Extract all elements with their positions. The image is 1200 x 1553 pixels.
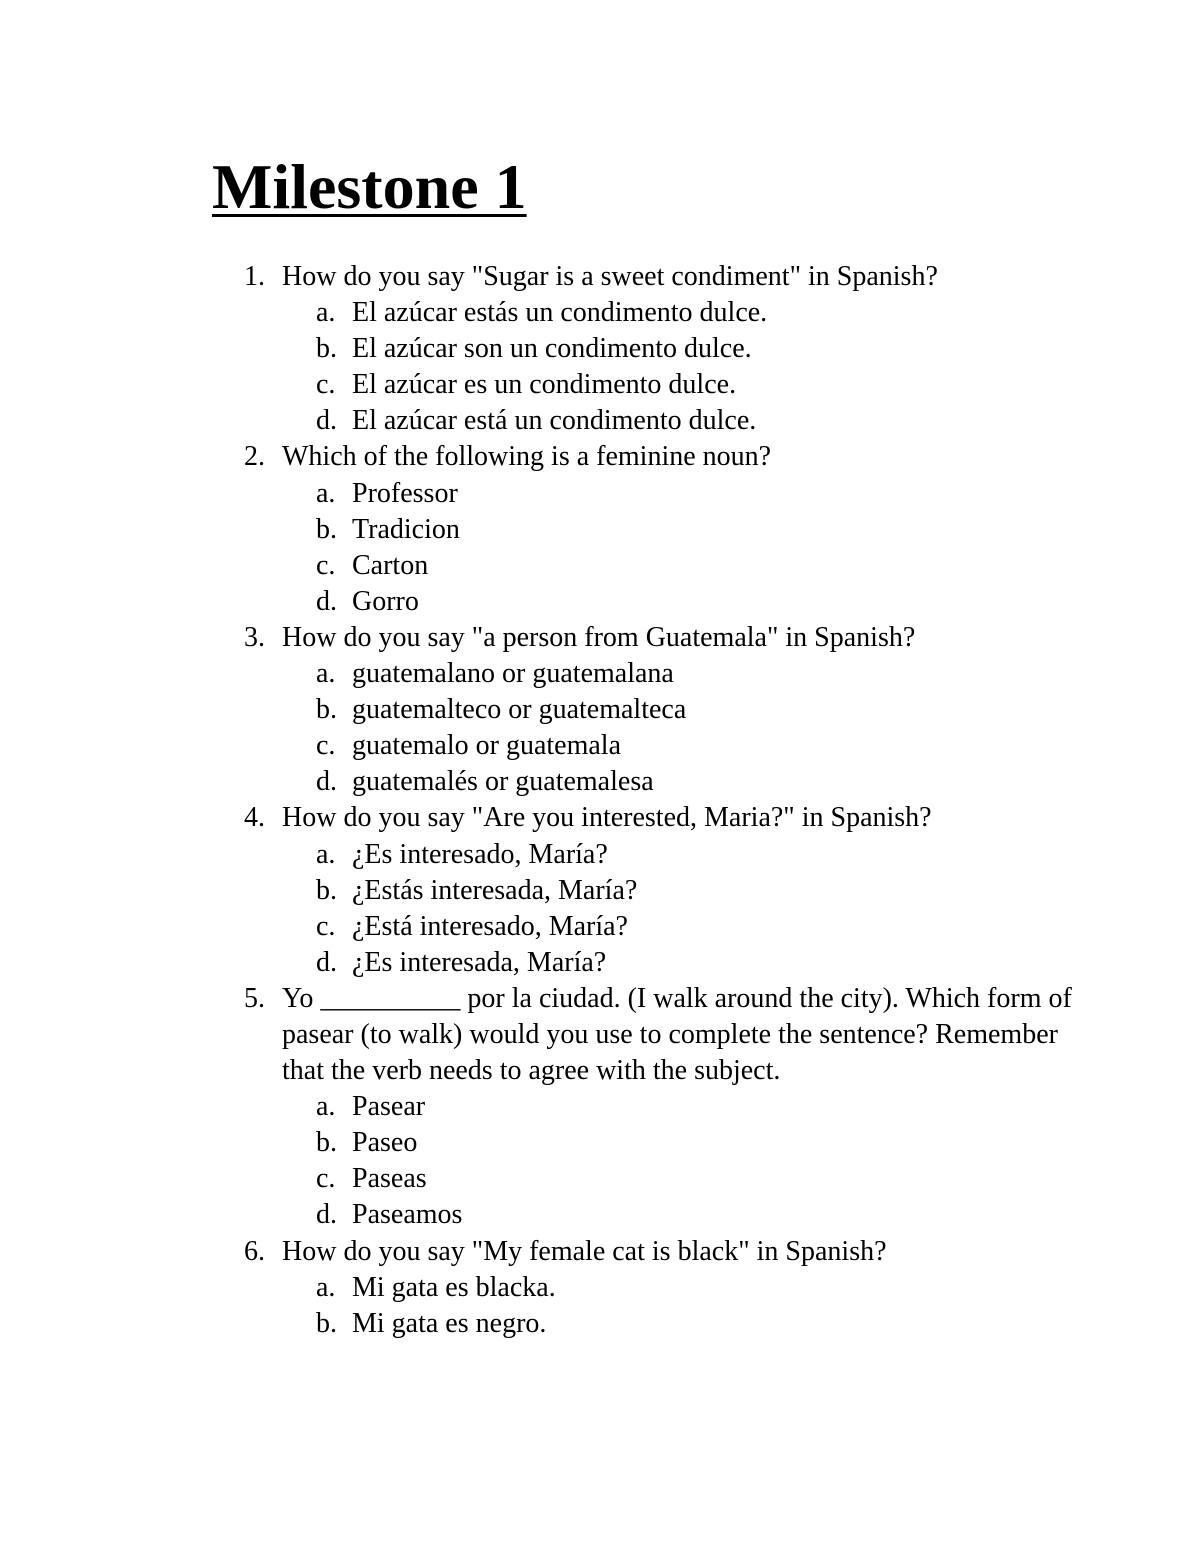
option-letter: a. xyxy=(316,1091,336,1123)
question-6 xyxy=(0,1234,1200,1342)
option-b xyxy=(0,512,1200,548)
option-a xyxy=(0,295,1200,331)
option-list xyxy=(0,476,1200,620)
option-c xyxy=(0,367,1200,403)
option-a xyxy=(0,476,1200,512)
question-text: How do you say "Sugar is a sweet condiment" in Spanish? xyxy=(282,261,938,292)
question-number: 3. xyxy=(244,621,265,653)
option-letter: a. xyxy=(316,838,336,870)
option-letter: c. xyxy=(316,369,336,401)
option-letter: c. xyxy=(316,549,336,581)
option-letter: c. xyxy=(316,1163,336,1195)
option-text: guatemalo or guatemala xyxy=(352,730,621,762)
option-b xyxy=(0,331,1200,367)
question-number: 6. xyxy=(244,1235,265,1267)
option-c xyxy=(0,1161,1200,1197)
option-text: ¿Es interesada, María? xyxy=(352,946,607,978)
option-a xyxy=(0,837,1200,873)
option-text: El azúcar son un condimento dulce. xyxy=(352,333,752,365)
option-letter: b. xyxy=(316,694,337,726)
question-1 xyxy=(0,259,1200,439)
question-text: How do you say "a person from Guatemala" in Spanish? xyxy=(282,621,916,653)
question-4 xyxy=(0,800,1200,980)
option-text: Gorro xyxy=(352,585,419,617)
option-letter: c. xyxy=(316,910,336,942)
option-text: Pasear xyxy=(352,1091,426,1123)
option-d xyxy=(0,1197,1200,1233)
option-letter: b. xyxy=(316,1127,337,1159)
option-letter: d. xyxy=(316,1199,337,1231)
option-letter: b. xyxy=(316,333,337,365)
option-letter: d. xyxy=(316,405,337,437)
option-a xyxy=(0,1270,1200,1306)
option-letter: c. xyxy=(316,730,336,762)
page-title: Milestone 1 xyxy=(212,151,527,222)
option-text: Carton xyxy=(352,549,429,581)
option-d xyxy=(0,403,1200,439)
option-list xyxy=(0,656,1200,800)
option-text: Paseas xyxy=(352,1163,427,1195)
question-2 xyxy=(0,439,1200,619)
option-letter: a. xyxy=(316,297,336,329)
option-a xyxy=(0,656,1200,692)
option-text: El azúcar es un condimento dulce. xyxy=(352,369,737,401)
option-text: Professor xyxy=(352,477,458,509)
option-text: ¿Está interesado, María? xyxy=(352,910,628,942)
question-text: Yo __________ por la ciudad. (I walk around the city). Which form of pasear (to walk) would you use to complete the sentence? Remember that the verb needs to agree with the subject. xyxy=(282,982,1072,1087)
question-text: How do you say "Are you interested, Maria?" in Spanish? xyxy=(282,802,932,834)
question-number: 1. xyxy=(244,261,265,292)
option-letter: a. xyxy=(316,658,336,690)
question-number: 2. xyxy=(244,441,265,473)
option-c xyxy=(0,909,1200,945)
option-text: Paseamos xyxy=(352,1199,463,1231)
option-text: El azúcar estás un condimento dulce. xyxy=(352,297,768,329)
option-text: Mi gata es blacka. xyxy=(352,1271,556,1303)
option-text: guatemalteco or guatemalteca xyxy=(352,694,687,726)
question-3 xyxy=(0,620,1200,800)
question-5 xyxy=(0,981,1200,1234)
question-text: Which of the following is a feminine noun? xyxy=(282,441,772,473)
option-letter: b. xyxy=(316,1307,337,1339)
option-letter: d. xyxy=(316,585,337,617)
question-number: 4. xyxy=(244,802,265,834)
option-letter: d. xyxy=(316,946,337,978)
option-b xyxy=(0,692,1200,728)
option-letter: b. xyxy=(316,874,337,906)
option-d xyxy=(0,764,1200,800)
option-text: Tradicion xyxy=(352,513,460,545)
option-text: guatemalés or guatemalesa xyxy=(352,766,654,798)
option-text: guatemalano or guatemalana xyxy=(352,658,674,690)
option-b xyxy=(0,1306,1200,1342)
question-text: How do you say "My female cat is black" in Spanish? xyxy=(282,1235,887,1267)
option-list xyxy=(0,837,1200,981)
option-b xyxy=(0,1125,1200,1161)
option-letter: a. xyxy=(316,477,336,509)
question-list xyxy=(0,259,1200,1342)
option-c xyxy=(0,548,1200,584)
option-text: ¿Es interesado, María? xyxy=(352,838,608,870)
option-d xyxy=(0,945,1200,981)
option-text: Mi gata es negro. xyxy=(352,1307,547,1339)
option-text: ¿Estás interesada, María? xyxy=(352,874,638,906)
option-letter: a. xyxy=(316,1271,336,1303)
option-c xyxy=(0,728,1200,764)
option-letter: b. xyxy=(316,513,337,545)
option-letter: d. xyxy=(316,766,337,798)
option-a xyxy=(0,1089,1200,1125)
option-list xyxy=(0,1089,1200,1233)
option-list xyxy=(0,295,1200,439)
option-text: Paseo xyxy=(352,1127,418,1159)
question-number: 5. xyxy=(244,982,265,1014)
option-text: El azúcar está un condimento dulce. xyxy=(352,405,757,437)
option-d xyxy=(0,584,1200,620)
option-list xyxy=(0,1270,1200,1342)
option-b xyxy=(0,873,1200,909)
